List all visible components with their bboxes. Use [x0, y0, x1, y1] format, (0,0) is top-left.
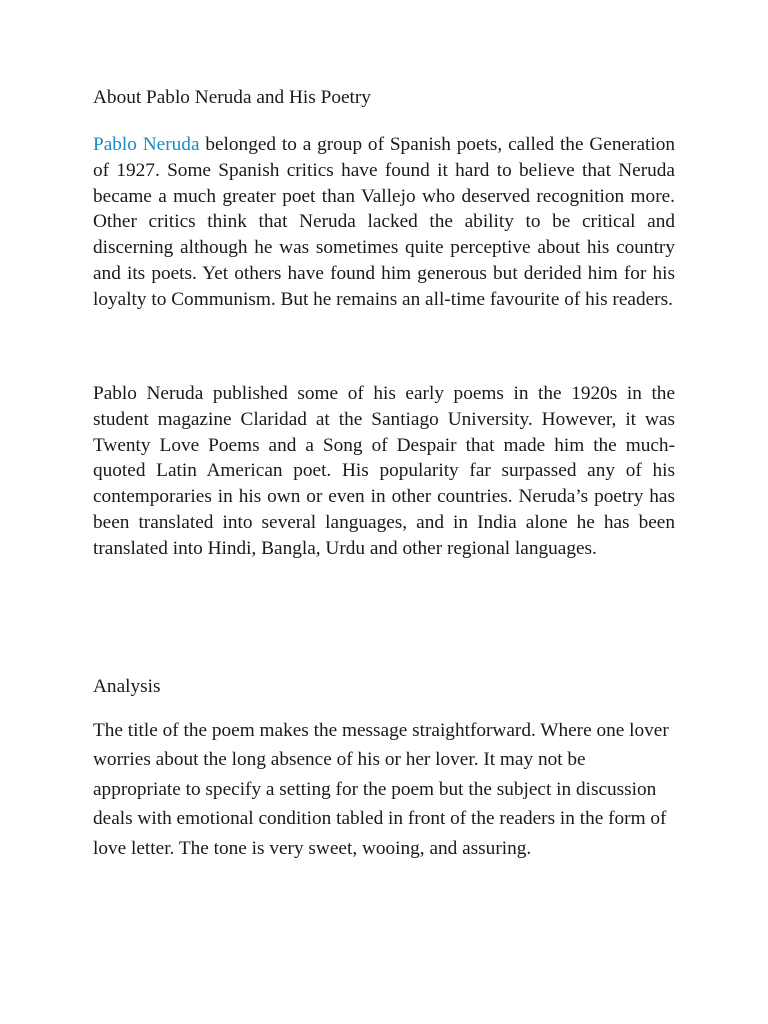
- page-title: About Pablo Neruda and His Poetry: [93, 87, 371, 108]
- pablo-neruda-link[interactable]: Pablo Neruda: [93, 134, 200, 155]
- intro-paragraph-text: belonged to a group of Spanish poets, called the Generation of 1927. Some Spanish critics have found it hard to believe that Neruda became a much greater poet than Vallejo who deserved recognition more. Other critics think that Neruda lacked the ability to be critical and discerning although he was sometimes quite perceptive about his country and its poets. Yet others have found him generous but derided him for his loyalty to Communism. But he remains an all-time favourite of his readers.: [93, 134, 676, 310]
- intro-paragraph: [93, 132, 675, 313]
- publication-paragraph: Pablo Neruda published some of his early poems in the 1920s in the student magazine Claridad at the Santiago University. However, it was Twenty Love Poems and a Song of Despair that made him the much-quoted Latin American poet. His popularity far surpassed any of his contemporaries in his own or even in other countries. Neruda’s poetry has been translated into several languages, and in India alone he has been translated into Hindi, Bangla, Urdu and other regional languages.: [93, 383, 675, 559]
- analysis-paragraph: The title of the poem makes the message straightforward. Where one lover worries about the long absence of his or her lover. It may not be appropriate to specify a setting for the poem but the subject in discussion deals with emotional condition tabled in front of the readers in the form of love letter. The tone is very sweet, wooing, and assuring.: [93, 720, 669, 859]
- analysis-heading: Analysis: [93, 676, 161, 697]
